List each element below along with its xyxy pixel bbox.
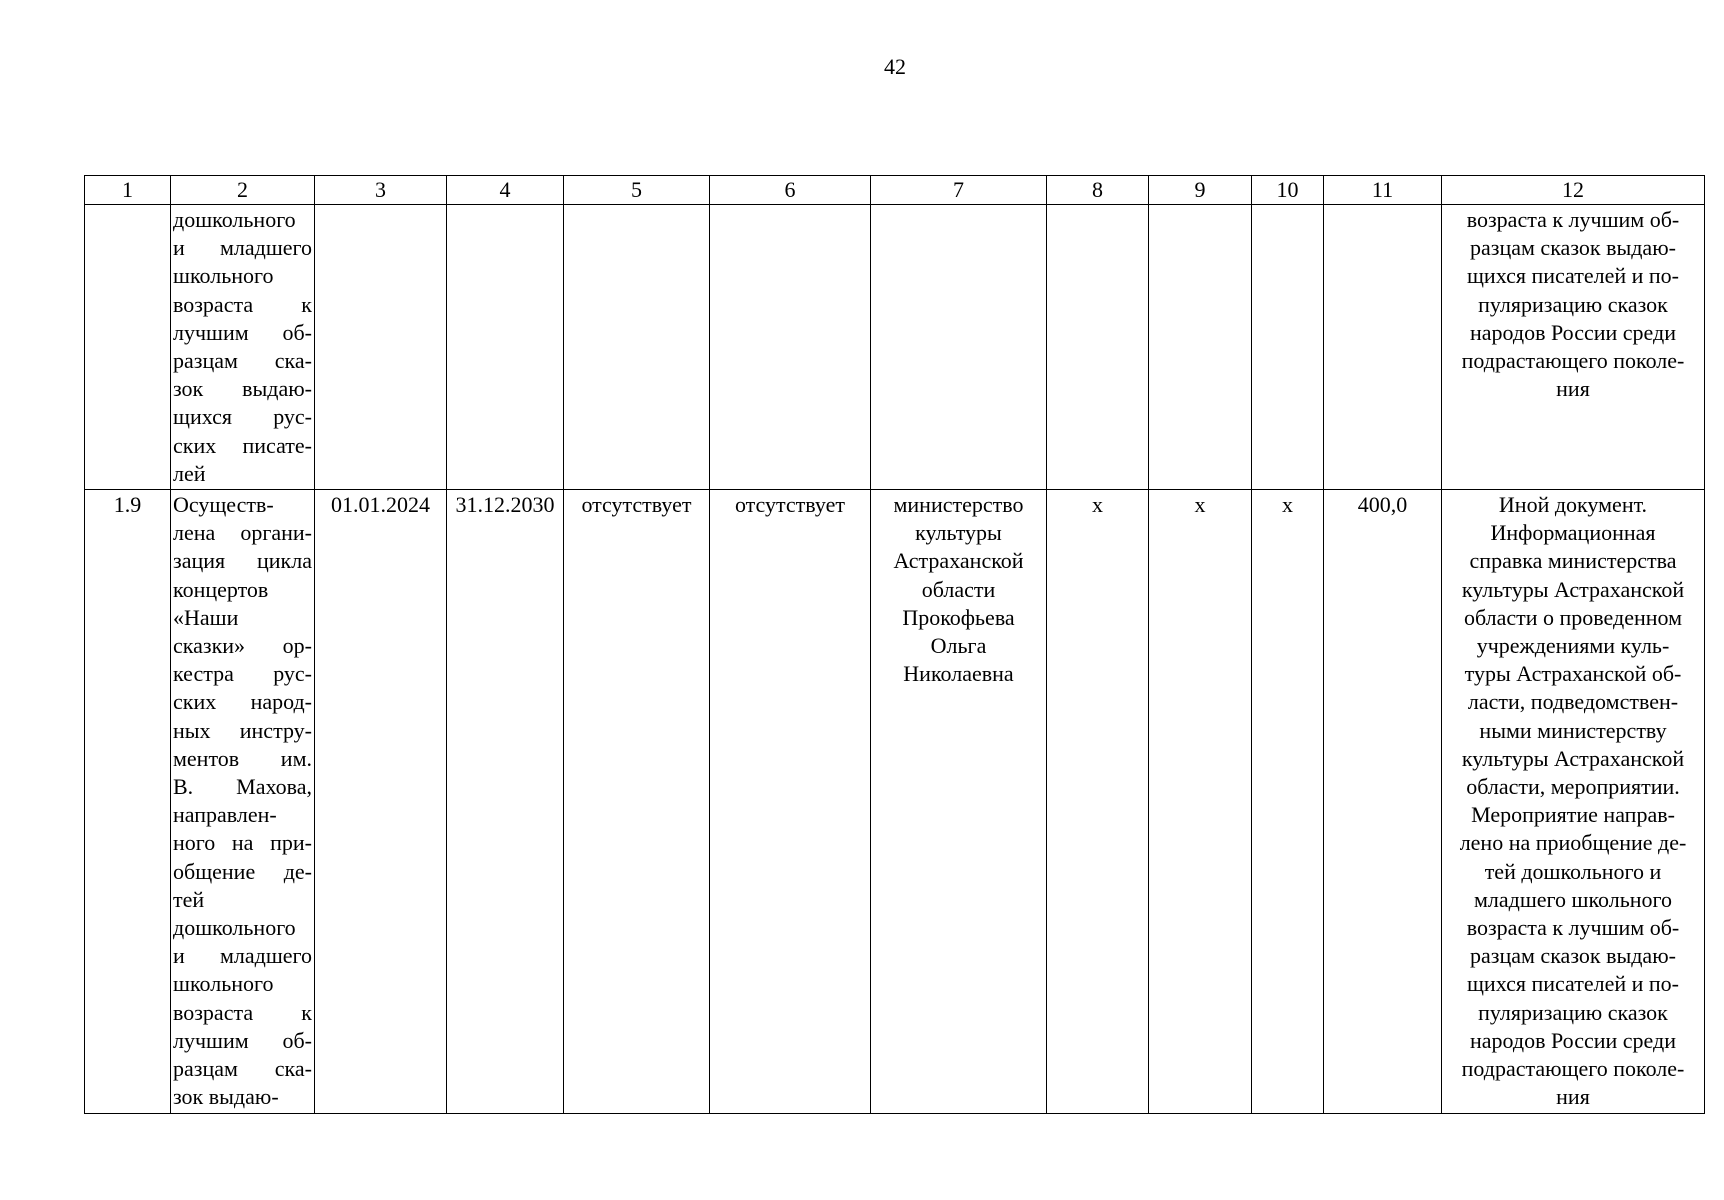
- cell-text-line: области о проведенном: [1463, 604, 1683, 630]
- cell-text-line: В. Махова,: [173, 774, 312, 800]
- cell-text-line: возраста к: [173, 999, 312, 1025]
- cell-text-line: дошкольного: [173, 207, 296, 232]
- cell-text-line: Иной документ.: [1498, 492, 1648, 518]
- cell-text-line: возраста к: [173, 291, 312, 317]
- cell-text-line: ских народ-: [173, 689, 312, 715]
- cell-text-line: ментов им.: [173, 745, 312, 771]
- amount-cell: 400,0: [1324, 490, 1442, 1113]
- cell-text-line: пуляризацию сказок: [1478, 291, 1668, 317]
- cell-text-line: щихся рус-: [173, 404, 312, 430]
- cell-text-line: сказки» ор-: [173, 633, 312, 659]
- cell-text-line: лучшим об-: [173, 319, 312, 345]
- cell-text-line: Мероприятие направ-: [1471, 802, 1675, 828]
- cell-text-line: Информационная: [1490, 520, 1656, 546]
- cell-text-line: пуляризацию сказок: [1478, 999, 1668, 1025]
- column-header: 11: [1324, 176, 1442, 205]
- cell-text-line: и младшего: [173, 235, 312, 261]
- cell-text-line: ния: [1556, 1084, 1590, 1110]
- row-number-cell: [85, 205, 171, 490]
- cell-text-line: культуры: [915, 520, 1002, 546]
- cell-text-line: кестра рус-: [173, 661, 312, 687]
- cell-text-line: возраста к лучшим об-: [1466, 915, 1680, 941]
- cell-text-line: народов России среди: [1469, 1027, 1676, 1053]
- cell-text-line: Астраханской: [893, 548, 1024, 574]
- cell-text-line: возраста к лучшим об-: [1466, 207, 1680, 232]
- column-header: 3: [315, 176, 447, 205]
- column-header: 12: [1442, 176, 1705, 205]
- amount-cell: [1324, 205, 1442, 490]
- col5-cell: [564, 205, 710, 490]
- table-header-row: [85, 176, 1705, 205]
- cell-text-line: тей: [173, 886, 205, 912]
- cell-text-line: ских писате-: [173, 432, 312, 458]
- table-row: [85, 490, 1705, 1113]
- cell-text-line: тей дошкольного и: [1484, 858, 1662, 884]
- end-date-cell: [447, 205, 564, 490]
- cell-text-line: общение де-: [173, 858, 312, 884]
- col6-cell: отсутствует: [710, 490, 871, 1113]
- cell-text-line: концертов: [173, 576, 269, 602]
- cell-text-line: зок выдаю-: [173, 376, 312, 402]
- event-description-cell: [171, 490, 315, 1113]
- cell-text-line: лено на приобщение де-: [1459, 830, 1687, 856]
- cell-text-line: лучшим об-: [173, 1027, 312, 1053]
- cell-text-line: разцам ска-: [173, 348, 312, 374]
- cell-text-line: школьного: [173, 971, 274, 997]
- col5-cell: отсутствует: [564, 490, 710, 1113]
- page-number: 42: [884, 54, 906, 79]
- col10-cell: х: [1252, 490, 1324, 1113]
- responsible-cell: [871, 205, 1047, 490]
- cell-text-line: зок выдаю-: [173, 1084, 279, 1110]
- column-header: 5: [564, 176, 710, 205]
- event-description-cell: [171, 205, 315, 490]
- cell-text-line: разцам ска-: [173, 1056, 312, 1082]
- cell-text-line: Ольга: [930, 633, 987, 659]
- cell-text-line: разцам сказок выдаю-: [1470, 235, 1676, 261]
- column-header: 1: [85, 176, 171, 205]
- column-header: 7: [871, 176, 1047, 205]
- cell-text-line: культуры Астраханской: [1461, 745, 1685, 771]
- cell-text-line: Осуществ-: [173, 492, 274, 518]
- cell-text-line: подрастающего поколе-: [1461, 348, 1685, 374]
- col9-cell: х: [1149, 490, 1252, 1113]
- col10-cell: [1252, 205, 1324, 490]
- cell-text-line: дошкольного: [173, 915, 296, 941]
- cell-text-line: ния: [1556, 376, 1590, 402]
- col6-cell: [710, 205, 871, 490]
- cell-text-line: культуры Астраханской: [1461, 576, 1685, 602]
- end-date-cell: 31.12.2030: [447, 490, 564, 1113]
- cell-text-line: младшего школьного: [1473, 886, 1673, 912]
- document-description-cell: [1442, 205, 1705, 490]
- cell-text-line: щихся писателей и по-: [1466, 971, 1679, 997]
- cell-text-line: ного на при-: [173, 830, 312, 856]
- column-header: 2: [171, 176, 315, 205]
- document-table: [84, 175, 1705, 1114]
- col8-cell: х: [1047, 490, 1149, 1113]
- responsible-cell: [871, 490, 1047, 1113]
- cell-text-line: школьного: [173, 263, 274, 289]
- cell-text-line: и младшего: [173, 943, 312, 969]
- cell-text-line: ных инстру-: [173, 717, 312, 743]
- col8-cell: [1047, 205, 1149, 490]
- cell-text-line: Прокофьева: [902, 604, 1015, 630]
- column-header: 6: [710, 176, 871, 205]
- start-date-cell: 01.01.2024: [315, 490, 447, 1113]
- cell-text-line: туры Астраханской об-: [1464, 661, 1682, 687]
- cell-text-line: Николаевна: [903, 661, 1014, 687]
- cell-text-line: лена органи-: [173, 520, 312, 546]
- cell-text-line: ласти, подведомствен-: [1467, 689, 1679, 715]
- column-header: 8: [1047, 176, 1149, 205]
- cell-text-line: зация цикла: [173, 548, 312, 574]
- cell-text-line: «Наши: [173, 604, 239, 630]
- start-date-cell: [315, 205, 447, 490]
- cell-text-line: области, мероприятии.: [1466, 774, 1680, 800]
- document-description-cell: [1442, 490, 1705, 1113]
- column-header: 4: [447, 176, 564, 205]
- row-number-cell: 1.9: [85, 490, 171, 1113]
- table-row: [85, 205, 1705, 490]
- cell-text-line: подрастающего поколе-: [1461, 1056, 1685, 1082]
- cell-text-line: ными министерству: [1479, 717, 1667, 743]
- column-header: 10: [1252, 176, 1324, 205]
- cell-text-line: области: [921, 576, 996, 602]
- cell-text-line: справка министерства: [1469, 548, 1677, 574]
- cell-text-line: разцам сказок выдаю-: [1470, 943, 1676, 969]
- cell-text-line: лей: [173, 460, 206, 486]
- col9-cell: [1149, 205, 1252, 490]
- cell-text-line: учреждениями куль-: [1476, 633, 1670, 659]
- cell-text-line: министерство: [893, 492, 1024, 518]
- cell-text-line: щихся писателей и по-: [1466, 263, 1679, 289]
- cell-text-line: народов России среди: [1469, 319, 1676, 345]
- column-header: 9: [1149, 176, 1252, 205]
- cell-text-line: направлен-: [173, 802, 277, 828]
